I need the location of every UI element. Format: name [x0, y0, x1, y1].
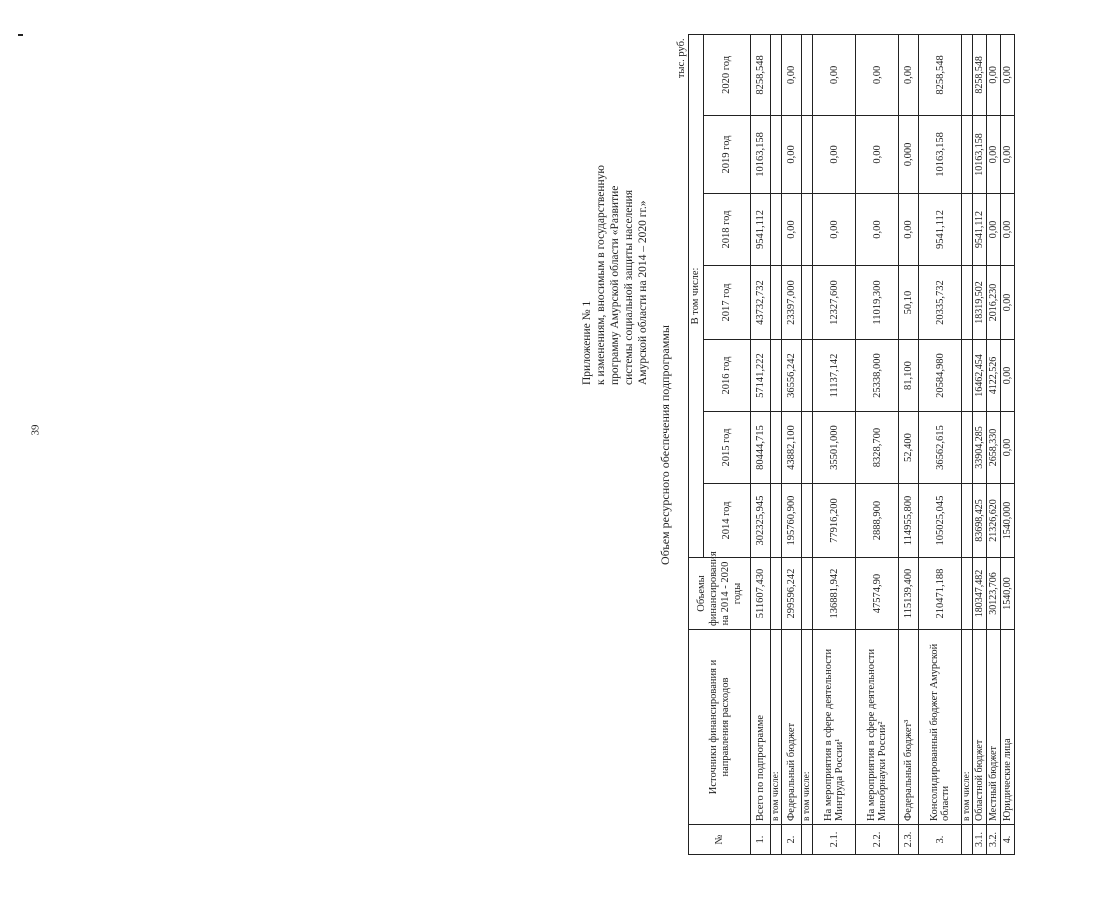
header-year: 2019 год	[704, 115, 751, 193]
row-value: 105025,045	[919, 484, 962, 558]
appendix-header	[580, 35, 650, 385]
row-value: 0,00	[987, 115, 1001, 193]
row-value: 0,00	[782, 194, 802, 266]
row-value: 10163,158	[973, 115, 987, 193]
row-value: 36556,242	[782, 340, 802, 412]
row-value: 0,00	[987, 194, 1001, 266]
row-value: 10163,158	[751, 115, 771, 193]
row-value: 25338,000	[856, 340, 899, 412]
appendix-line: Приложение № 1	[581, 300, 593, 385]
table-row	[751, 34, 771, 854]
row-name: Всего по подпрограмме	[751, 630, 771, 825]
row-value: 8328,700	[856, 412, 899, 484]
unit-label: тыс. руб.	[676, 38, 687, 79]
row-value: 0,00	[782, 115, 802, 193]
row-value: 80444,715	[751, 412, 771, 484]
empty-cell	[962, 484, 973, 558]
appendix-line: к изменениям, вносимым в государственную	[595, 165, 607, 385]
appendix-line: Амурской области на 2014 – 2020 гг.»	[637, 200, 649, 385]
table-row	[856, 34, 899, 854]
row-number: 3.2.	[987, 825, 1001, 855]
empty-cell	[962, 115, 973, 193]
empty-cell	[771, 484, 782, 558]
empty-cell	[771, 115, 782, 193]
row-number: 4.	[1001, 825, 1015, 855]
empty-cell	[802, 412, 813, 484]
row-value: 35501,000	[813, 412, 856, 484]
row-value: 302325,945	[751, 484, 771, 558]
row-number: 1.	[751, 825, 771, 855]
row-value: 0,00	[899, 194, 919, 266]
row-value: 0,00	[813, 34, 856, 115]
row-value: 52,400	[899, 412, 919, 484]
row-value: 8258,548	[919, 34, 962, 115]
row-value: 0,00	[856, 34, 899, 115]
empty-cell	[962, 266, 973, 340]
page-number: 39	[29, 424, 42, 436]
empty-cell	[771, 558, 782, 630]
empty-cell	[962, 412, 973, 484]
row-value: 0,00	[813, 194, 856, 266]
row-name: На мероприятия в сфере деятельности Минобрнауки России²	[856, 630, 899, 825]
table-row	[813, 34, 856, 854]
row-value: 81,100	[899, 340, 919, 412]
row-name: На мероприятия в сфере деятельности Минтруда России¹	[813, 630, 856, 825]
empty-cell	[802, 340, 813, 412]
row-sublabel: в том числе:	[771, 630, 782, 825]
row-value: 0,00	[1001, 194, 1015, 266]
row-total: 1540,00	[1001, 558, 1015, 630]
table-row	[973, 34, 987, 854]
row-value: 33904,285	[973, 412, 987, 484]
row-value: 83698,425	[973, 484, 987, 558]
row-name: Юридические лица	[1001, 630, 1015, 825]
row-value: 2888,900	[856, 484, 899, 558]
row-value: 0,00	[987, 34, 1001, 115]
row-value: 0,00	[856, 115, 899, 193]
empty-cell	[962, 34, 973, 115]
row-number: 2.1.	[813, 825, 856, 855]
table-row	[919, 34, 962, 854]
row-value: 4122,526	[987, 340, 1001, 412]
row-value: 0,00	[1001, 266, 1015, 340]
row-number: 2.2.	[856, 825, 899, 855]
row-value: 43732,732	[751, 266, 771, 340]
row-total: 115139,400	[899, 558, 919, 630]
table-row	[1001, 34, 1015, 854]
row-value: 21326,620	[987, 484, 1001, 558]
row-value: 2016,230	[987, 266, 1001, 340]
row-value: 9541,112	[919, 194, 962, 266]
row-number	[771, 825, 782, 855]
table-row	[962, 34, 973, 854]
table-row	[782, 34, 802, 854]
row-value: 50,10	[899, 266, 919, 340]
row-value: 114955,800	[899, 484, 919, 558]
table-body	[751, 34, 1015, 854]
row-value: 77916,200	[813, 484, 856, 558]
empty-cell	[802, 266, 813, 340]
row-sublabel: в том числе:	[962, 630, 973, 825]
row-value: 20584,980	[919, 340, 962, 412]
row-value: 8258,548	[973, 34, 987, 115]
row-sublabel: в том числе:	[802, 630, 813, 825]
row-value: 20335,732	[919, 266, 962, 340]
appendix-line: системы социальной защиты населения	[623, 190, 635, 385]
row-number: 3.	[919, 825, 962, 855]
row-total: 299596,242	[782, 558, 802, 630]
row-value: 12327,600	[813, 266, 856, 340]
row-value: 11019,300	[856, 266, 899, 340]
row-name: Федеральный бюджет³	[899, 630, 919, 825]
rotated-page-content	[580, 35, 1095, 855]
row-value: 16462,454	[973, 340, 987, 412]
row-value: 9541,112	[751, 194, 771, 266]
row-number	[962, 825, 973, 855]
table-row	[802, 34, 813, 854]
row-value: 0,00	[782, 34, 802, 115]
row-total: 210471,188	[919, 558, 962, 630]
row-value: 10163,158	[919, 115, 962, 193]
header-total: Объемы финансирования на 2014 - 2020 годы	[689, 558, 751, 630]
header-year: 2014 год	[704, 484, 751, 558]
header-year: 2020 год	[704, 34, 751, 115]
row-value: 0,00	[813, 115, 856, 193]
row-value: 11137,142	[813, 340, 856, 412]
header-year: 2015 год	[704, 412, 751, 484]
row-total: 180347,482	[973, 558, 987, 630]
row-value: 36562,615	[919, 412, 962, 484]
empty-cell	[802, 34, 813, 115]
resource-table	[675, 34, 1015, 855]
row-value: 195760,900	[782, 484, 802, 558]
header-year: 2018 год	[704, 194, 751, 266]
empty-cell	[771, 194, 782, 266]
row-value: 0,000	[899, 115, 919, 193]
empty-cell	[771, 266, 782, 340]
row-value: 1540,000	[1001, 484, 1015, 558]
header-year: 2017 год	[704, 266, 751, 340]
empty-cell	[771, 34, 782, 115]
row-value: 18319,502	[973, 266, 987, 340]
empty-cell	[962, 558, 973, 630]
row-total: 30123,706	[987, 558, 1001, 630]
scan-mark	[18, 34, 23, 36]
table-title: Объем ресурсного обеспечения подпрограммы	[658, 325, 672, 565]
row-name: Областной бюджет	[973, 630, 987, 825]
table-row	[771, 34, 782, 854]
row-value: 23397,000	[782, 266, 802, 340]
appendix-line: программу Амурской области «Развитие	[609, 185, 621, 385]
row-value: 0,00	[856, 194, 899, 266]
empty-cell	[771, 412, 782, 484]
row-value: 0,00	[1001, 412, 1015, 484]
row-value: 0,00	[1001, 34, 1015, 115]
empty-cell	[802, 558, 813, 630]
header-including: В том числе:	[689, 34, 704, 557]
row-value: 2658,330	[987, 412, 1001, 484]
row-value: 0,00	[1001, 340, 1015, 412]
empty-cell	[802, 115, 813, 193]
table-row	[987, 34, 1001, 854]
row-name: Консолидированный бюджет Амурской области	[919, 630, 962, 825]
row-value: 0,00	[899, 34, 919, 115]
row-value: 9541,112	[973, 194, 987, 266]
row-name: Местный бюджет	[987, 630, 1001, 825]
row-number: 2.	[782, 825, 802, 855]
row-total: 47574,90	[856, 558, 899, 630]
header-year: 2016 год	[704, 340, 751, 412]
row-name: Федеральный бюджет	[782, 630, 802, 825]
empty-cell	[771, 340, 782, 412]
row-value: 0,00	[1001, 115, 1015, 193]
row-value: 8258,548	[751, 34, 771, 115]
row-number	[802, 825, 813, 855]
empty-cell	[962, 194, 973, 266]
row-total: 136881,942	[813, 558, 856, 630]
row-number: 3.1.	[973, 825, 987, 855]
header-source: Источники финансирования и направления расходов	[689, 630, 751, 825]
header-num: №	[689, 825, 751, 855]
row-value: 57141,222	[751, 340, 771, 412]
row-total: 511607,430	[751, 558, 771, 630]
empty-cell	[962, 340, 973, 412]
empty-cell	[802, 484, 813, 558]
empty-cell	[802, 194, 813, 266]
row-value: 43882,100	[782, 412, 802, 484]
row-number: 2.3.	[899, 825, 919, 855]
table-row	[899, 34, 919, 854]
